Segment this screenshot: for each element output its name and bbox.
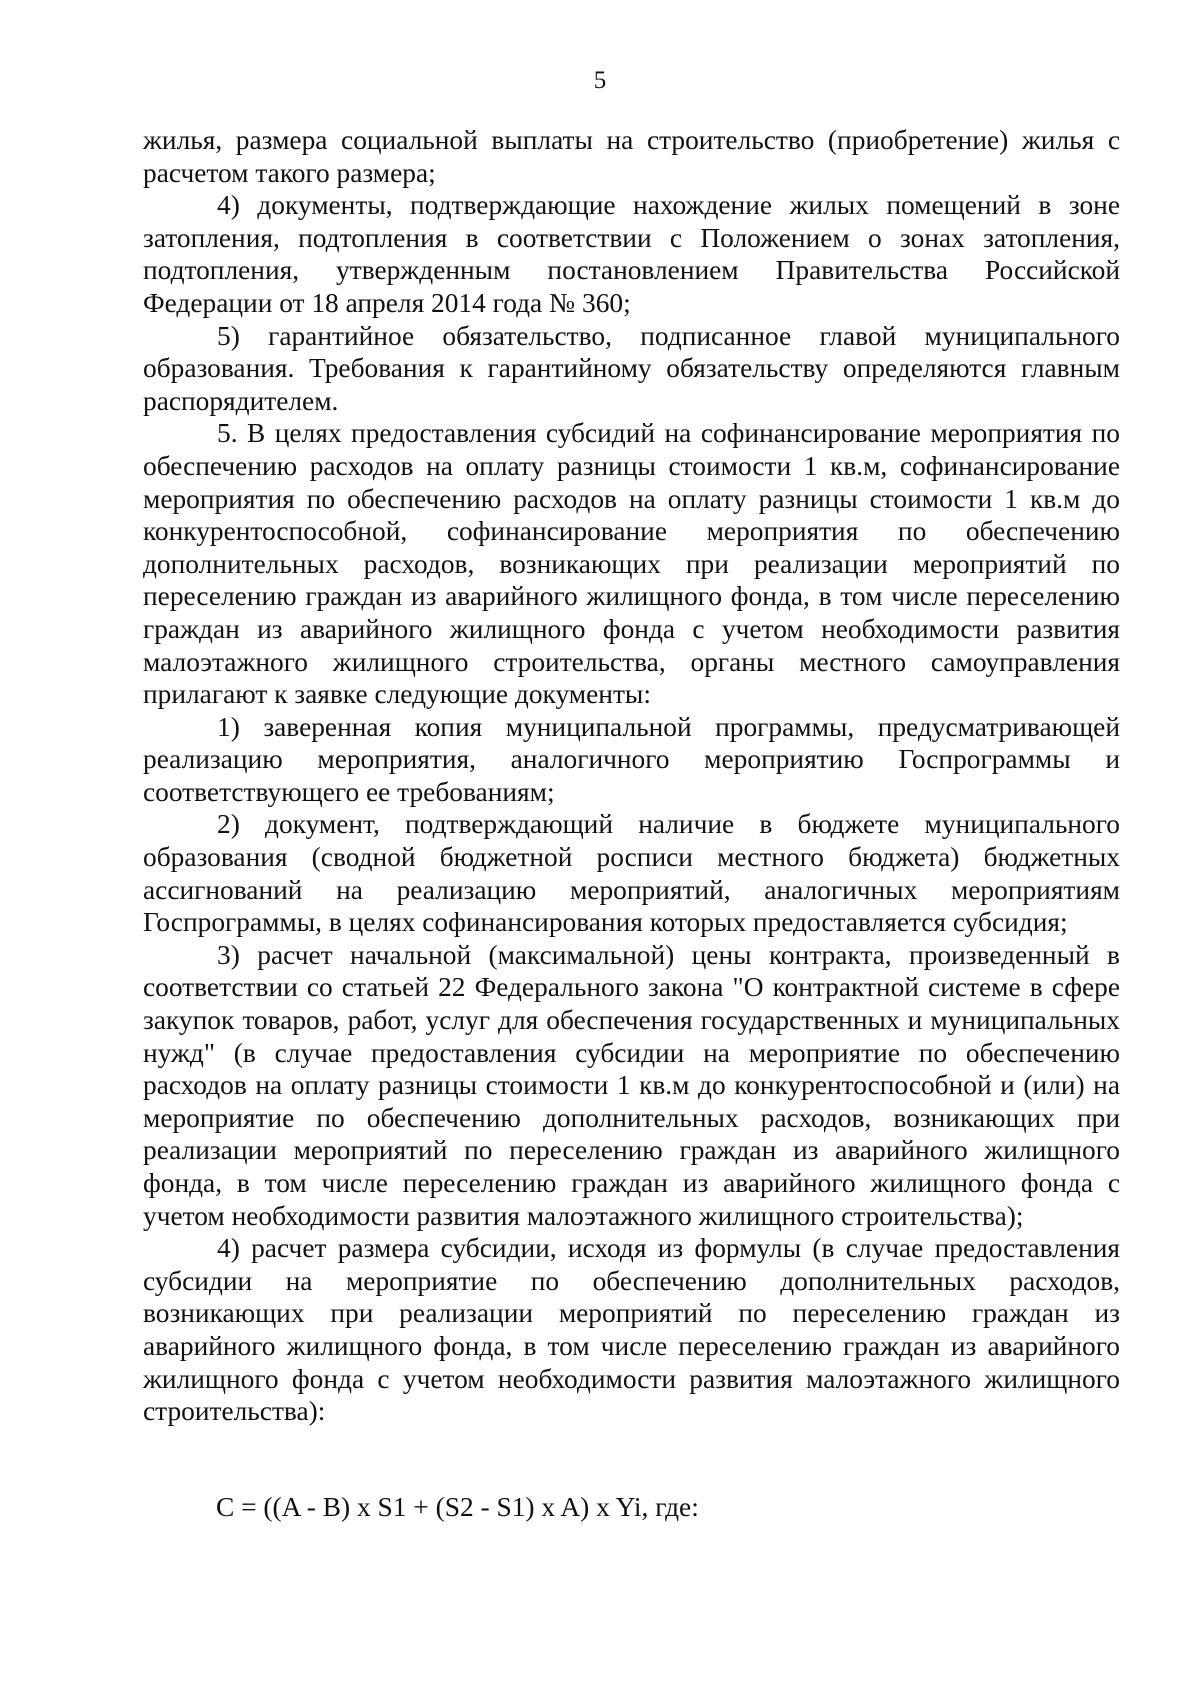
paragraph-item-4-flood-zone-documents: 4) документы, подтверждающие нахождение жилых помещений в зоне затопления, подтопления в соответствии с Положением о зонах затопления, подтопления, утвержденным постановлением Правительства Российской Федерации от 18 апреля 2014 года № 360;	[143, 190, 1120, 318]
paragraph-subitem-4: 4) расчет размера субсидии, исходя из формулы (в случае предоставления субсидии на мероприятие по обеспечению дополнительных расходов, возникающих при реализации мероприятий по переселению граждан из аварийного жилищного фонда, в том числе переселению граждан из аварийного жилищного фонда с учетом необходимости развития малоэтажного жилищного строительства):	[143, 1233, 1120, 1427]
paragraph-subitem-1: 1) заверенная копия муниципальной программы, предусматривающей реализацию мероприятия, аналогичного мероприятию Госпрограммы и соответствующего ее требованиям;	[143, 711, 1120, 807]
paragraph-section-5: 5. В целях предоставления субсидий на софинансирование мероприятия по обеспечению расходов на оплату разницы стоимости 1 кв.м, софинансирование мероприятия по обеспечению расходов на оплату разницы стоимости 1 кв.м до конкурентоспособной, софинансирование мероприятия по обеспечению дополнительных расходов, возникающих при реализации мероприятий по переселению граждан из аварийного жилищного фонда, в том числе переселению граждан из аварийного жилищного фонда с учетом необходимости развития малоэтажного жилищного строительства, органы местного самоуправления прилагают к заявке следующие документы:	[143, 418, 1120, 710]
document-body	[143, 124, 1120, 1428]
paragraph-subitem-2: 2) документ, подтверждающий наличие в бюджете муниципального образования (сводной бюджетной росписи местного бюджета) бюджетных ассигнований на реализацию мероприятий, аналогичных мероприятиям Госпрограммы, в целях софинансирования которых предоставляется субсидия;	[143, 809, 1120, 938]
subsidy-formula: C = ((A - B) x S1 + (S2 - S1) x A) x Yi, где:	[216, 1492, 699, 1522]
paragraph-continuation: жилья, размера социальной выплаты на строительство (приобретение) жилья с расчетом такого размера;	[143, 125, 1120, 188]
paragraph-item-5-guarantee-obligation: 5) гарантийное обязательство, подписанное главой муниципального образования. Требования к гарантийному обязательству определяются главным распорядителем.	[143, 320, 1120, 416]
paragraph-subitem-3: 3) расчет начальной (максимальной) цены контракта, произведенный в соответствии со статьей 22 Федерального закона "О контрактной системе в сфере закупок товаров, работ, услуг для обеспечения государственных и муниципальных нужд" (в случае предоставления субсидии на мероприятие по обеспечению расходов на оплату разницы стоимости 1 кв.м до конкурентоспособной и (или) на мероприятие по обеспечению дополнительных расходов, возникающих при реализации мероприятий по переселению граждан из аварийного жилищного фонда, в том числе переселению граждан из аварийного жилищного фонда с учетом необходимости развития малоэтажного жилищного строительства);	[143, 939, 1120, 1231]
page-number: 5	[593, 67, 607, 94]
